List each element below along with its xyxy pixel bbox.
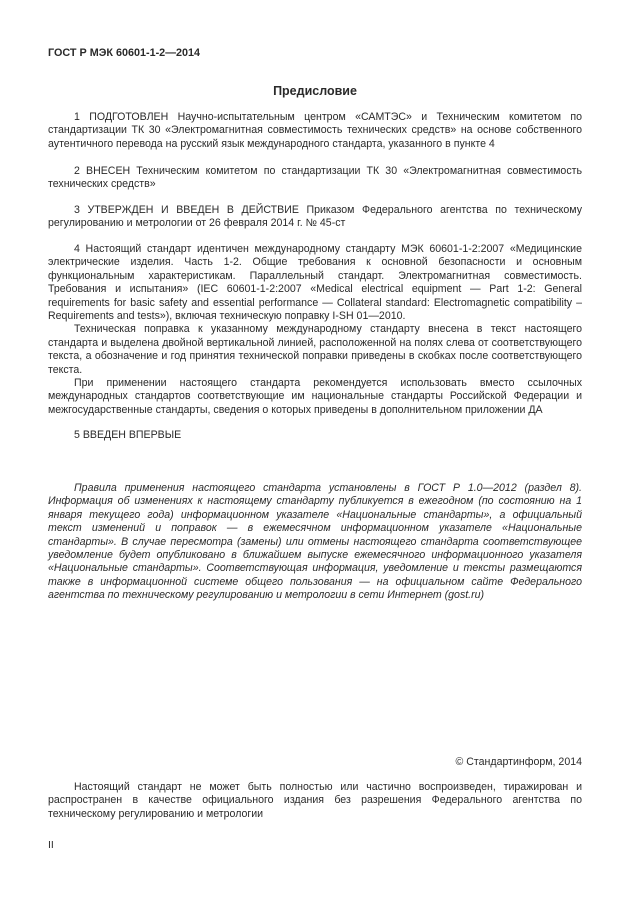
copyright: © Стандартинформ, 2014 [455,756,582,768]
reproduction-notice [48,781,582,821]
paragraph-5 [48,429,582,442]
reproduction-notice-text: Настоящий стандарт не может быть полностью или частично воспроизведен, тиражирован и распространен в качестве официального издания без разрешения Федерального агентства по техническому регулированию и метрологии [48,781,582,820]
paragraph-3 [48,204,582,231]
paragraph-4a-text: 4 Настоящий стандарт идентичен международному стандарту МЭК 60601-1-2:2007 «Медицинские электрические изделия. Часть 1-2. Общие требования к основной безопасности и основным функциональным характеристикам. Параллельный стандарт. Электромагнитная совместимость. Требования и испытания» (IEC 60601-1-2:2007 «Medical electrical equipment — Part 1-2: General requirements for basic safety and essential performance — Collateral standard: Electromagnetic compatibility – Requirements and tests»), включая техническую поправку I-SH 01—2010. [48,243,582,323]
document-header: ГОСТ Р МЭК 60601-1-2—2014 [48,47,201,59]
page-number: II [48,839,54,851]
paragraph-5-text: 5 ВВЕДЕН ВПЕРВЫЕ [74,429,182,441]
rules-note [48,482,582,603]
paragraph-1 [48,111,582,151]
paragraph-2-text: 2 ВНЕСЕН Техническим комитетом по стандартизации ТК 30 «Электромагнитная совместимость технических средств» [48,165,582,191]
paragraph-4 [48,243,582,417]
rules-note-text: Правила применения настоящего стандарта установлены в ГОСТ Р 1.0—2012 (раздел 8). Информация об изменениях к настоящему стандарту публикуется в ежегодном (по состоянию на 1 января текущего года) информационном указателе «Национальные стандарты», а официальный текст изменений и поправок — в ежемесячном информационном указателе «Национальные стандарты». В случае пересмотра (замены) или отмены настоящего стандарта соответствующее уведомление будет опубликовано в ближайшем выпуске ежемесячного информационного указателя «Национальные стандарты». Соответствующая информация, уведомление и тексты размещаются также в информационной системе общего пользования — на официальном сайте Федерального агентства по техническому регулированию и метрологии в сети Интернет (gost.ru) [48,482,582,602]
paragraph-4b-text: Техническая поправка к указанному международному стандарту внесена в текст настоящего стандарта и выделена двойной вертикальной линией, расположенной на полях слева от соответствующего текста, а обозначение и год принятия технической поправки приведены в скобках после соответствующего текста. [48,323,582,376]
paragraph-2 [48,165,582,192]
paragraph-4c-text: При применении настоящего стандарта рекомендуется использовать вместо ссылочных международных стандартов соответствующие им национальные стандарты Российской Федерации и межгосударственные стандарты, сведения о которых приведены в дополнительном приложении ДА [48,377,582,416]
paragraph-3-text: 3 УТВЕРЖДЕН И ВВЕДЕН В ДЕЙСТВИЕ Приказом Федерального агентства по техническому регулированию и метрологии от 26 февраля 2014 г. № 45-ст [48,204,582,230]
paragraph-1-text: 1 ПОДГОТОВЛЕН Научно-испытательным центром «САМТЭС» и Техническим комитетом по стандартизации ТК 30 «Электромагнитная совместимость технических средств» на основе собственного аутентичного перевода на русский язык международного стандарта, указанного в пункте 4 [48,111,582,150]
page-title: Предисловие [273,84,357,98]
